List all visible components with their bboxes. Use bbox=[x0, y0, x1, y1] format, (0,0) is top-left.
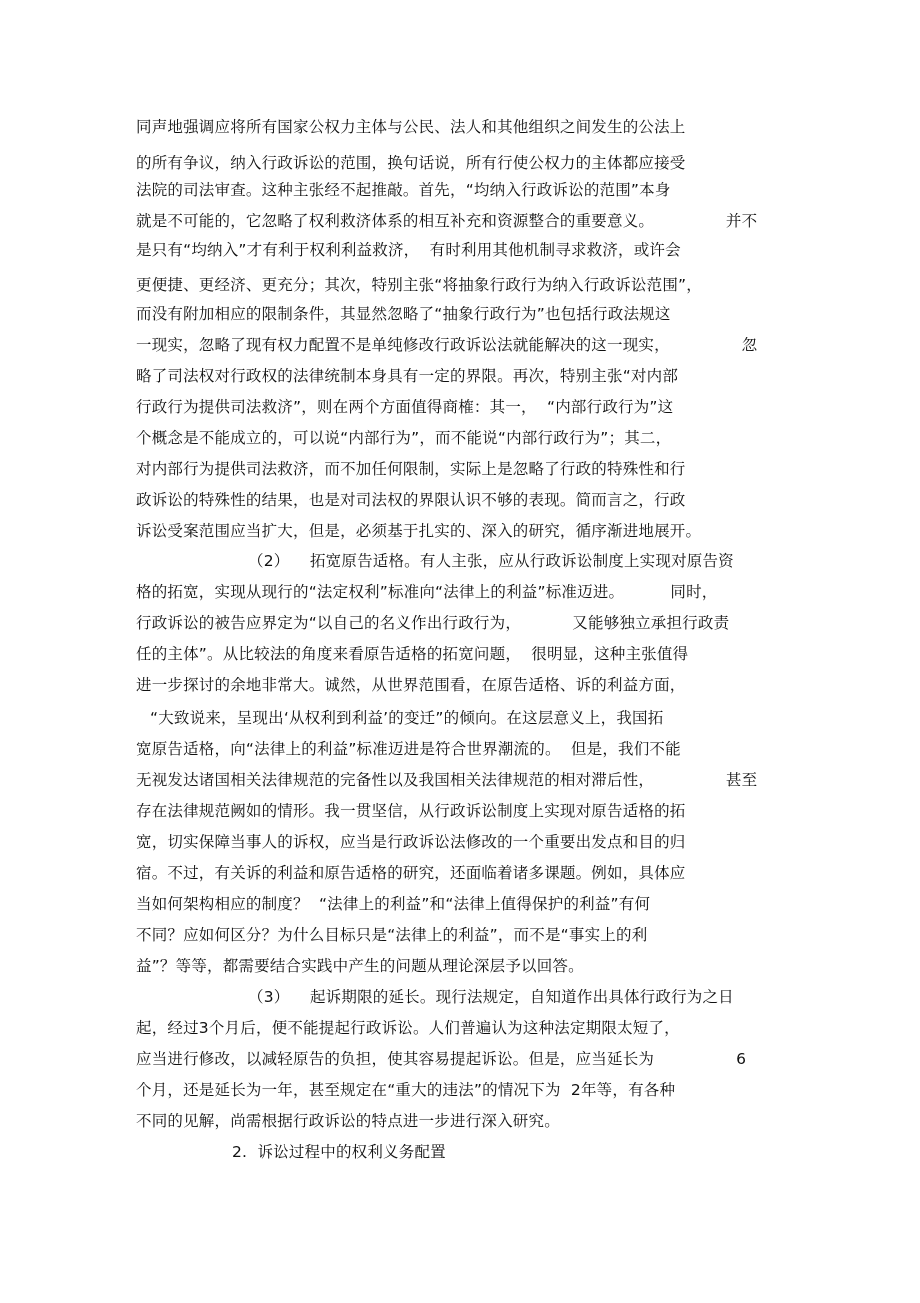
text-line: 不同？应如何区分？为什么目标只是“法律上的利益”，而不是“事实上的利 bbox=[136, 926, 648, 944]
text-line: 进一步探讨的余地非常大。诚然，从世界范围看，在原告适格、诉的利益方面， bbox=[136, 676, 686, 694]
text-line: 无视发达诸国相关法律规范的完备性以及我国相关法律规范的相对滞后性， 甚至 bbox=[136, 771, 758, 789]
text-line: 而没有附加相应的限制条件，其显然忽略了“抽象行政行为”也包括行政法规这 bbox=[136, 305, 671, 323]
text-line: 的所有争议，纳入行政诉讼的范围，换句话说，所有行使公权力的主体都应接受 bbox=[136, 154, 686, 172]
text-line: 对内部行为提供司法救济，而不加任何限制，实际上是忽略了行政的特殊性和行 bbox=[136, 460, 686, 478]
text-line: 同声地强调应将所有国家公权力主体与公民、法人和其他组织之间发生的公法上 bbox=[136, 118, 686, 136]
text-line: 益”？等等，都需要结合实践中产生的问题从理论深层予以回答。 bbox=[136, 957, 584, 975]
text-line: 行政诉讼的被告应界定为“以自己的名义作出行政行为， 又能够独立承担行政责 bbox=[136, 614, 730, 632]
text-line: 是只有“均纳入”才有利于权利利益救济， 有时利用其他机制寻求救济，或许会 bbox=[136, 241, 681, 259]
text-line: （2） 拓宽原告适格。有人主张，应从行政诉讼制度上实现对原告资 bbox=[248, 552, 734, 570]
text-line: 宽原告适格，向“法律上的利益”标准迈进是符合世界潮流的。 但是，我们不能 bbox=[136, 740, 681, 758]
text-line: 个概念是不能成立的，可以说“内部行为”，而不能说“内部行政行为”；其二， bbox=[136, 429, 672, 447]
text-line: 行政行为提供司法救济”，则在两个方面值得商榷：其一， “内部行政行为”这 bbox=[136, 398, 674, 416]
text-line: 略了司法权对行政权的法律统制本身具有一定的界限。再次，特别主张“对内部 bbox=[136, 367, 679, 385]
text-line: 个月，还是延长为一年，甚至规定在“重大的违法”的情况下为 2年等，有各种 bbox=[136, 1081, 676, 1099]
text-line: 应当进行修改，以减轻原告的负担，使其容易提起诉讼。但是，应当延长为 6 bbox=[136, 1050, 747, 1068]
section-heading: 2. 诉讼过程中的权利义务配置 bbox=[232, 1143, 446, 1161]
text-line: 政诉讼的特殊性的结果，也是对司法权的界限认识不够的表现。简而言之，行政 bbox=[136, 491, 686, 509]
text-line: 当如何架构相应的制度？ “法律上的利益”和“法律上值得保护的利益”有何 bbox=[136, 895, 651, 913]
text-line: 诉讼受案范围应当扩大，但是，必须基于扎实的、深入的研究，循序渐进地展开。 bbox=[136, 522, 702, 540]
text-line: 格的拓宽，实现从现行的“法定权利”标准向“法律上的利益”标准迈进。 同时， bbox=[136, 583, 718, 601]
text-line: 存在法律规范阙如的情形。我一贯坚信，从行政诉讼制度上实现对原告适格的拓 bbox=[136, 802, 686, 820]
text-line: 任的主体”。从比较法的角度来看原告适格的拓宽问题， 很明显，这种主张值得 bbox=[136, 645, 689, 663]
text-line: （3） 起诉期限的延长。现行法规定，自知道作出具体行政行为之日 bbox=[248, 988, 734, 1006]
text-line: 更便捷、更经济、更充分；其次，特别主张“将抽象行政行为纳入行政诉讼范围”， bbox=[136, 276, 702, 294]
text-line: 一现实，忽略了现有权力配置不是单纯修改行政诉讼法就能解决的这一现实， 忽 bbox=[136, 336, 758, 354]
text-line: 不同的见解，尚需根据行政诉讼的特点进一步进行深入研究。 bbox=[136, 1112, 560, 1130]
text-line: “大致说来，呈现出‘从权利到利益’的变迁”的倾向。在这层意义上，我国拓 bbox=[150, 709, 664, 727]
text-line: 起，经过3个月后，便不能提起行政诉讼。人们普遍认为这种法定期限太短了， bbox=[136, 1019, 680, 1037]
text-line: 法院的司法审查。这种主张经不起推敲。首先，“均纳入行政诉讼的范围”本身 bbox=[136, 181, 671, 199]
text-line: 宿。不过，有关诉的利益和原告适格的研究，还面临着诸多课题。例如，具体应 bbox=[136, 864, 686, 882]
text-line: 宽，切实保障当事人的诉权，应当是行政诉讼法修改的一个重要出发点和目的归 bbox=[136, 833, 686, 851]
text-line: 就是不可能的，它忽略了权利救济体系的相互补充和资源整合的重要意义。 并不 bbox=[136, 212, 758, 230]
